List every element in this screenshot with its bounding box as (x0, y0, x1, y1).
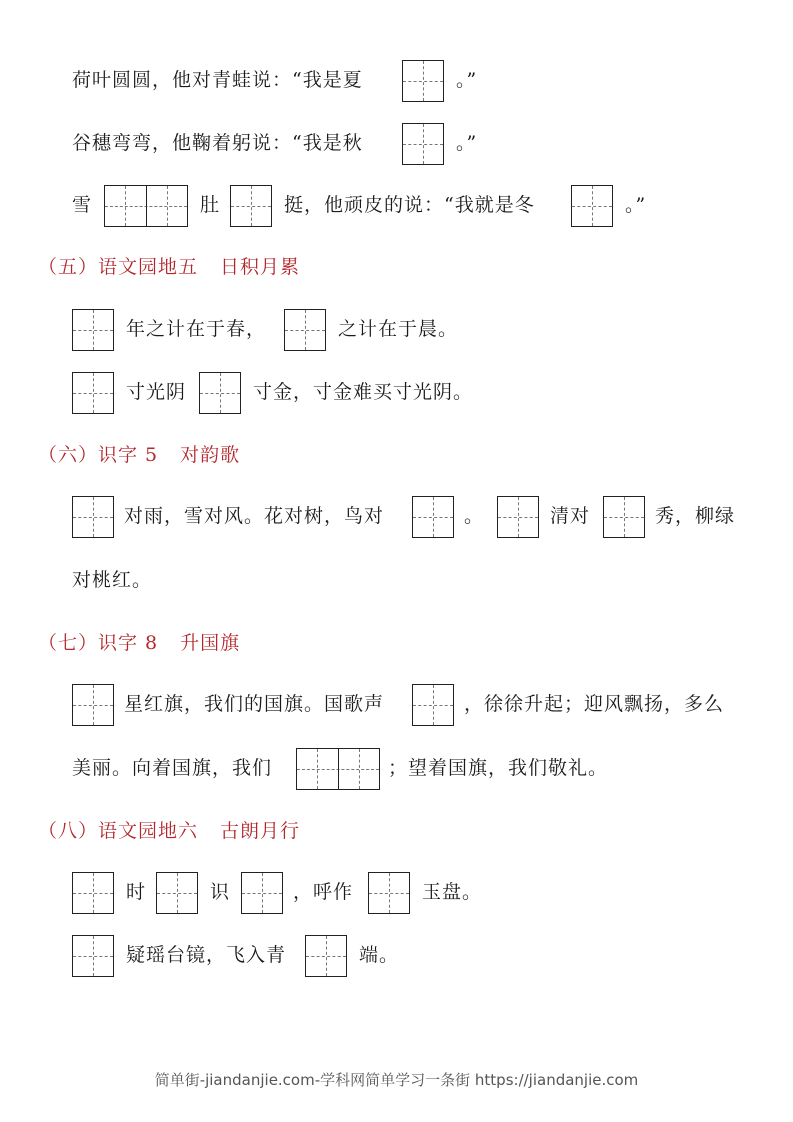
poem-line-winter-seg2: 肚 (200, 194, 221, 216)
answer-box[interactable] (156, 872, 198, 914)
answer-box[interactable] (72, 372, 114, 414)
answer-box[interactable] (241, 872, 283, 914)
answer-box[interactable] (284, 309, 326, 351)
rhyme-line2: 对桃红。 (72, 569, 153, 591)
moon2-seg1: 疑瑶台镜，飞入青 (126, 944, 287, 966)
answer-box[interactable] (412, 496, 454, 538)
section-title: 对韵歌 (180, 444, 241, 466)
answer-box[interactable] (497, 496, 539, 538)
poem-line-winter-seg1: 雪 (72, 194, 93, 216)
poem-line-winter-seg4: 。” (625, 194, 647, 216)
answer-box[interactable] (199, 372, 241, 414)
poem-line-summer: 荷叶圆圆，他对青蛙说：“我是夏 (72, 69, 363, 91)
proverb-seg1: 年之计在于春， (126, 318, 267, 340)
section-number: （六）识字 5 (38, 444, 159, 466)
footer-watermark: 简单街-jiandanjie.com-学科网简单学习一条街 https://jiandanjie.com (154, 1071, 639, 1089)
rhyme-seg4: 秀，柳绿 (655, 505, 736, 527)
poem-line-summer-end: 。” (456, 69, 478, 91)
flag-seg1: 星红旗，我们的国旗。国歌声 (124, 693, 385, 715)
moon-seg4: 玉盘。 (422, 881, 483, 903)
answer-box[interactable] (230, 185, 272, 227)
section-heading-8 (38, 817, 300, 845)
answer-box[interactable] (402, 123, 444, 165)
flag-seg2: ，徐徐升起；迎风飘扬，多么 (464, 693, 725, 715)
answer-box[interactable] (72, 684, 114, 726)
answer-box[interactable] (571, 185, 613, 227)
moon2-seg2: 端。 (359, 944, 400, 966)
section-title: 古朗月行 (220, 820, 301, 842)
answer-box[interactable] (72, 935, 114, 977)
answer-box[interactable] (603, 496, 645, 538)
section-heading-6 (38, 441, 240, 469)
proverb2-seg2: 寸金，寸金难买寸光阴。 (253, 381, 474, 403)
flag-line2-seg1: 美丽。向着国旗，我们 (72, 757, 273, 779)
rhyme-seg3: 清对 (550, 505, 591, 527)
section-heading-7 (38, 629, 240, 657)
answer-box-double[interactable] (296, 748, 380, 790)
section-number: （七）识字 8 (38, 632, 159, 654)
section-heading-5 (38, 253, 300, 281)
moon-seg1: 时 (126, 881, 147, 903)
answer-box[interactable] (72, 872, 114, 914)
answer-box[interactable] (305, 935, 347, 977)
poem-line-winter-seg3: 挺，他顽皮的说：“我就是冬 (284, 194, 535, 216)
section-title: 升国旗 (180, 632, 241, 654)
answer-box-double[interactable] (104, 185, 188, 227)
answer-box[interactable] (72, 496, 114, 538)
section-number: （五）语文园地五 (38, 256, 199, 278)
moon-seg2: 识 (210, 881, 231, 903)
rhyme-seg2: 。 (464, 505, 485, 527)
poem-line-autumn: 谷穗弯弯，他鞠着躬说：“我是秋 (72, 132, 363, 154)
section-title: 日积月累 (220, 256, 301, 278)
proverb2-seg1: 寸光阴 (126, 381, 187, 403)
moon-seg3: ，呼作 (293, 881, 354, 903)
poem-line-autumn-end: 。” (456, 132, 478, 154)
rhyme-seg1: 对雨，雪对风。花对树，鸟对 (124, 505, 385, 527)
proverb-seg2: 之计在于晨。 (338, 318, 459, 340)
answer-box[interactable] (72, 309, 114, 351)
section-number: （八）语文园地六 (38, 820, 199, 842)
answer-box[interactable] (412, 684, 454, 726)
answer-box[interactable] (402, 60, 444, 102)
answer-box[interactable] (368, 872, 410, 914)
flag-line2-seg2: ；望着国旗，我们敬礼。 (388, 757, 609, 779)
